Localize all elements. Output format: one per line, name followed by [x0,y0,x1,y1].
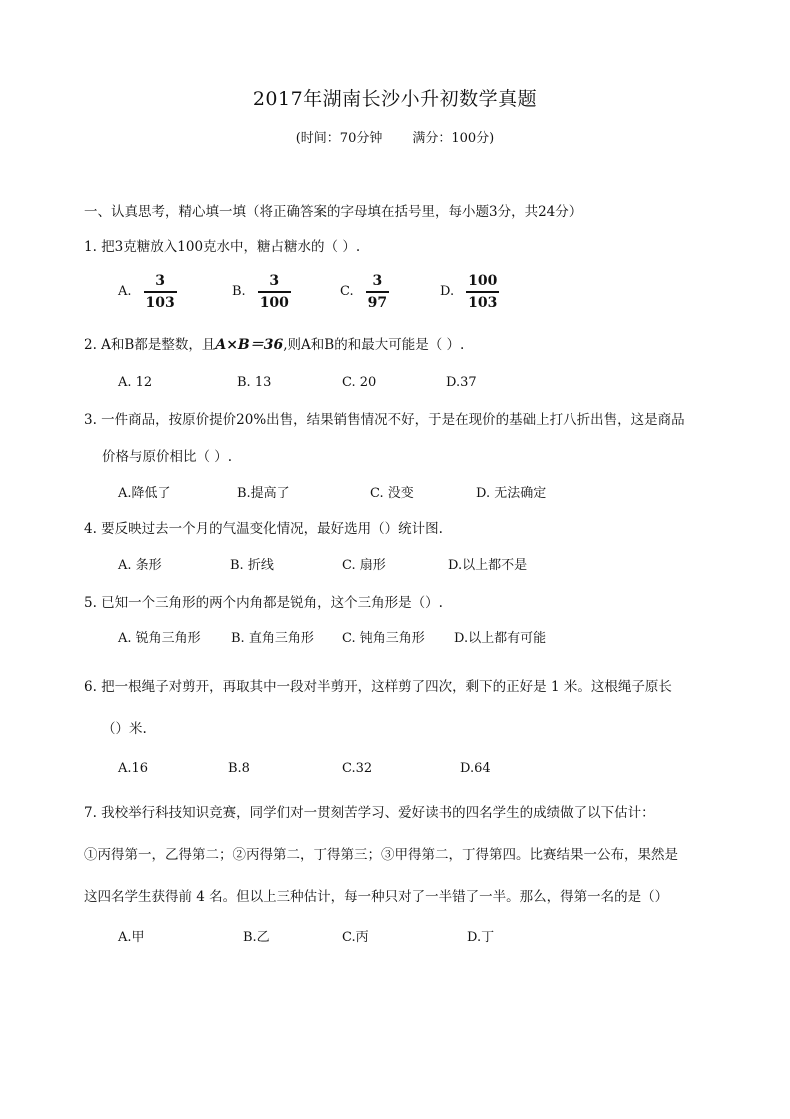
question-4: 4. 要反映过去一个月的气温变化情况，最好选用（）统计图. [84,521,443,537]
q4-option-c: C. 扇形 [342,558,386,573]
q5-option-c: C. 钝角三角形 [342,631,425,646]
fraction-bar [366,291,389,293]
q4-option-d: D.以上都不是 [448,558,528,573]
option-letter: A. [118,284,132,300]
denominator: 103 [145,294,175,311]
q1-option-a [118,272,177,312]
question-3-cont: 价格与原价相比（ ）. [102,449,233,465]
question-7-cont2: 这四名学生获得前 4 名。但以上三种估计，每一种只对了一半错了一半。那么，得第一名的是（） [84,889,669,905]
question-5: 5. 已知一个三角形的两个内角都是锐角，这个三角形是（）. [84,595,443,611]
q2-option-d: D.37 [446,375,477,390]
section-heading: 一、认真思考，精心填一填（将正确答案的字母填在括号里，每小题3分，共24分） [84,204,583,220]
option-letter: C. [340,284,354,300]
fraction [258,272,291,312]
q7-option-a: A.甲 [118,930,145,945]
numerator: 100 [468,273,498,289]
numerator: 3 [269,273,280,289]
math-expression: A×B＝36 [215,337,284,353]
question-7-cont: ①丙得第一，乙得第二；②丙得第二，丁得第三；③甲得第二，丁得第四。比赛结果一公布，果然是 [84,847,678,863]
q3-option-d: D. 无法确定 [476,486,547,501]
q5-option-b: B. 直角三角形 [231,631,314,646]
question-1: 1. 把3克糖放入100克水中，糖占糖水的（ ）. [84,239,361,255]
q6-option-b: B.8 [228,761,250,776]
fraction-bar [466,291,499,293]
q7-option-d: D.丁 [467,930,495,945]
page-title: 2017年湖南长沙小升初数学真题 [252,88,538,110]
q2-option-a: A. 12 [118,375,153,390]
option-letter: D. [440,284,455,300]
denominator: 103 [468,294,498,311]
q3-option-a: A.降低了 [118,486,171,501]
q6-option-a: A.16 [118,761,149,776]
q1-option-b [232,272,291,312]
q5-option-a: A. 锐角三角形 [118,631,201,646]
question-6: 6. 把一根绳子对剪开，再取其中一段对半剪开，这样剪了四次，剩下的正好是 1 米。这根绳子原长 [84,679,672,695]
question-text: 2. A和B都是整数，且 [84,337,216,353]
q1-option-c [340,272,389,312]
q2-option-b: B. 13 [237,375,272,390]
denominator: 97 [367,294,388,311]
q2-option-c: C. 20 [342,375,377,390]
question-6-cont: （）米. [102,721,147,737]
fraction [144,272,177,312]
question-7: 7. 我校举行科技知识竞赛，同学们对一贯刻苦学习、爱好读书的四名学生的成绩做了以下估计： [84,805,655,821]
q7-option-b: B.乙 [243,930,270,945]
q4-option-a: A. 条形 [118,558,162,573]
q7-option-c: C.丙 [342,930,369,945]
fraction [466,272,499,312]
question-text: ,则A和B的和最大可能是（ ）. [283,337,465,353]
q4-option-b: B. 折线 [230,558,274,573]
option-letter: B. [232,284,246,300]
q3-option-b: B.提高了 [237,486,290,501]
fraction-bar [144,291,177,293]
exam-info [0,127,790,146]
numerator: 3 [372,273,383,289]
q6-option-c: C.32 [342,761,373,776]
q5-option-d: D.以上都有可能 [454,631,547,646]
question-3: 3. 一件商品，按原价提价20%出售，结果销售情况不好，于是在现价的基础上打八折出售，这是商品 [84,412,685,428]
fraction [366,272,389,312]
q6-option-d: D.64 [460,761,491,776]
numerator: 3 [155,273,166,289]
q3-option-c: C. 没变 [370,486,414,501]
q1-option-d [440,272,499,312]
total-score: 满分：100分) [412,131,495,146]
time-limit: (时间：70分钟 [295,131,383,146]
fraction-bar [258,291,291,293]
question-2 [84,333,464,354]
denominator: 100 [259,294,289,311]
